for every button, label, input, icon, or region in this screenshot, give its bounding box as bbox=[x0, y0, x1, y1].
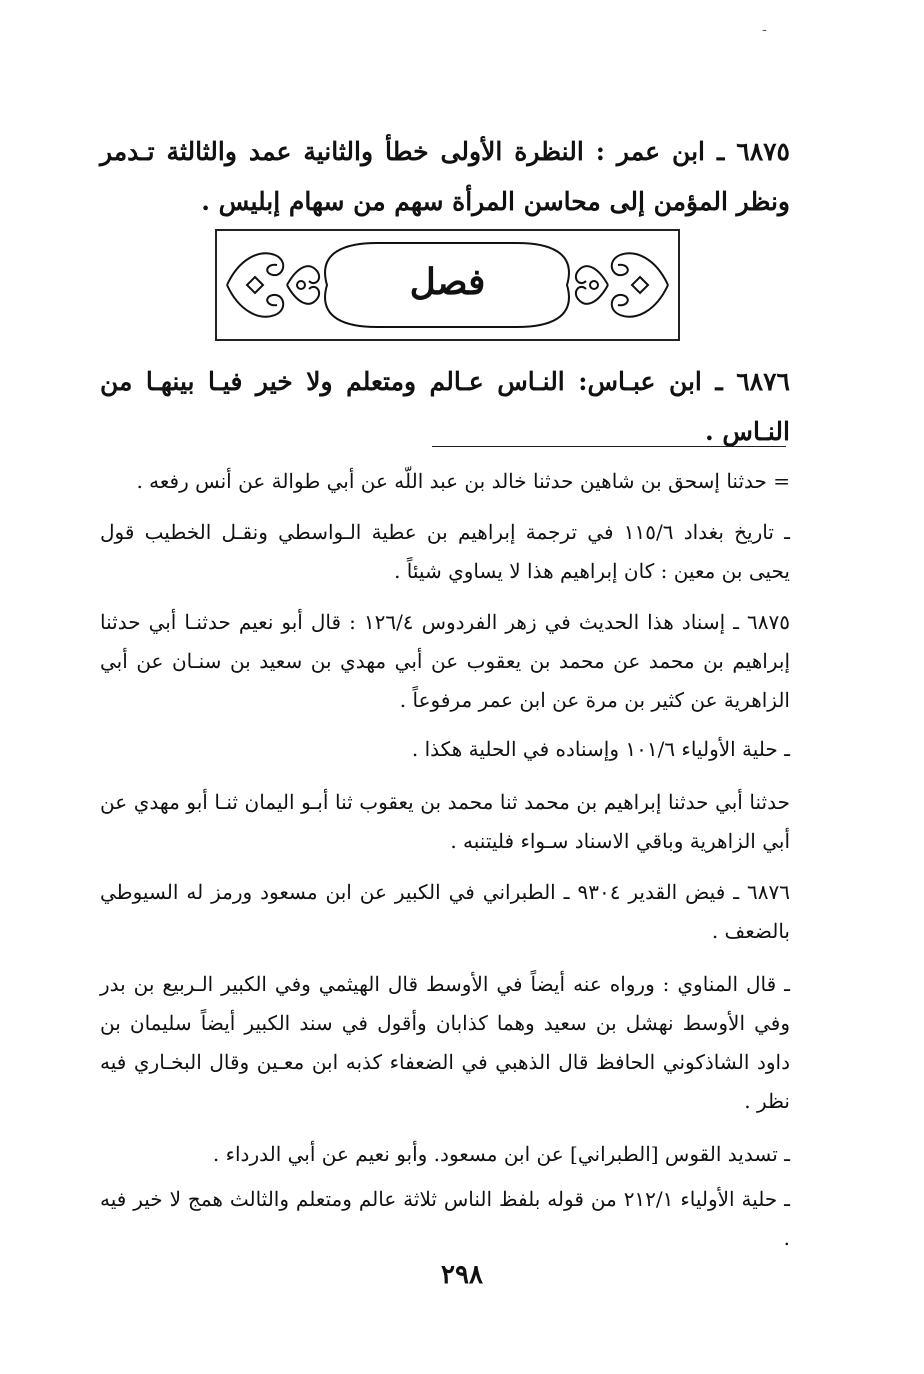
footnote: = حدثنا إسحق بن شاهين حدثنا خالد بن عبد اللّه عن أبي طوالة عن أنس رفعه . bbox=[136, 469, 790, 493]
hadith-entry: ٦٨٧٥ ـ ابن عمر : النظرة الأولى خطأ والثانية عمد والثالثة تـدمر ونظر المؤمن إلى محاسن المرأة سهم من سهام إبليس . bbox=[100, 137, 790, 216]
page-number: ٢٩٨ bbox=[441, 1260, 483, 1290]
entry-text: النـاس عـالم ومتعلم ولا خير فيـا بينهـا من النـاس . bbox=[100, 367, 790, 446]
footnote-divider bbox=[432, 446, 786, 447]
footnote: ـ تسديد القوس [الطبراني] عن ابن مسعود. وأبو نعيم عن أبي الدرداء . bbox=[212, 1142, 790, 1166]
scan-mark: - bbox=[762, 22, 767, 38]
footnote: ٦٨٧٦ ـ فيض القدير ٩٣٠٤ ـ الطبراني في الكبير عن ابن مسعود ورمز له السيوطي بالضعف . bbox=[100, 880, 790, 943]
footnote: ـ تاريخ بغداد ١١٥/٦ في ترجمة إبراهيم بن عطية الـواسطي ونقـل الخطيب قول يحيى بن معين : كان إبراهيم هذا لا يساوي شيئاً . bbox=[100, 520, 791, 583]
hadith-entry: ٦٨٧٦ ـ ابن عبـاس: النـاس عـالم ومتعلم ولا خير فيـا بينهـا من النـاس . bbox=[100, 367, 790, 446]
entry-author: ابن عمر : bbox=[595, 137, 705, 166]
footnote: حدثنا أبي حدثنا إبراهيم بن محمد ثنا محمد بن يعقوب ثنا أبـو اليمان ثنـا أبو مهدي عن أبي الزاهرية وباقي الاسناد سـواء فليتنبه . bbox=[100, 790, 790, 853]
footnote: ـ قال المناوي : ورواه عنه أيضاً في الأوسط قال الهيثمي وفي الكبير الـربيع بن بدر وفي الأوسط نهشل بن سعيد وهما كذابان وأقول في سند الكبير أيضاً سليمان بن داود الشاذكوني الحافظ قال الذهبي في الضعفاء كذبه ابن معـين وقال البخـاري فيه نظر . bbox=[100, 972, 790, 1113]
footnotes bbox=[100, 462, 790, 1258]
footnote: ـ حلية الأولياء ٢١٢/١ من قوله بلفظ الناس ثلاثة عالم ومتعلم والثالث همج لا خير فيه . bbox=[100, 1187, 791, 1250]
entry-number: ٦٨٧٦ bbox=[736, 367, 790, 396]
entry-number: ٦٨٧٥ bbox=[736, 137, 790, 166]
section-title: فصل bbox=[409, 261, 486, 303]
footnote: ٦٨٧٥ ـ إسناد هذا الحديث في زهر الفردوس ١٢٦/٤ : قال أبو نعيم حدثنـا أبي حدثنا إبراهيم بن محمد عن محمد بن يعقوب عن أبي مهدي بن سعيد بن سنـان عن أبي الزاهرية عن كثير بن مرة عن ابن عمر مرفوعاً . bbox=[100, 610, 791, 712]
entry-text: النظرة الأولى خطأ والثانية عمد والثالثة تـدمر ونظر المؤمن إلى محاسن المرأة سهم من سهام إبليس . bbox=[100, 137, 790, 216]
entry-author: ابن عبـاس: bbox=[578, 367, 702, 396]
section-banner bbox=[215, 229, 680, 341]
footnote: ـ حلية الأولياء ١٠١/٦ وإسناده في الحلية هكذا . bbox=[411, 737, 790, 761]
